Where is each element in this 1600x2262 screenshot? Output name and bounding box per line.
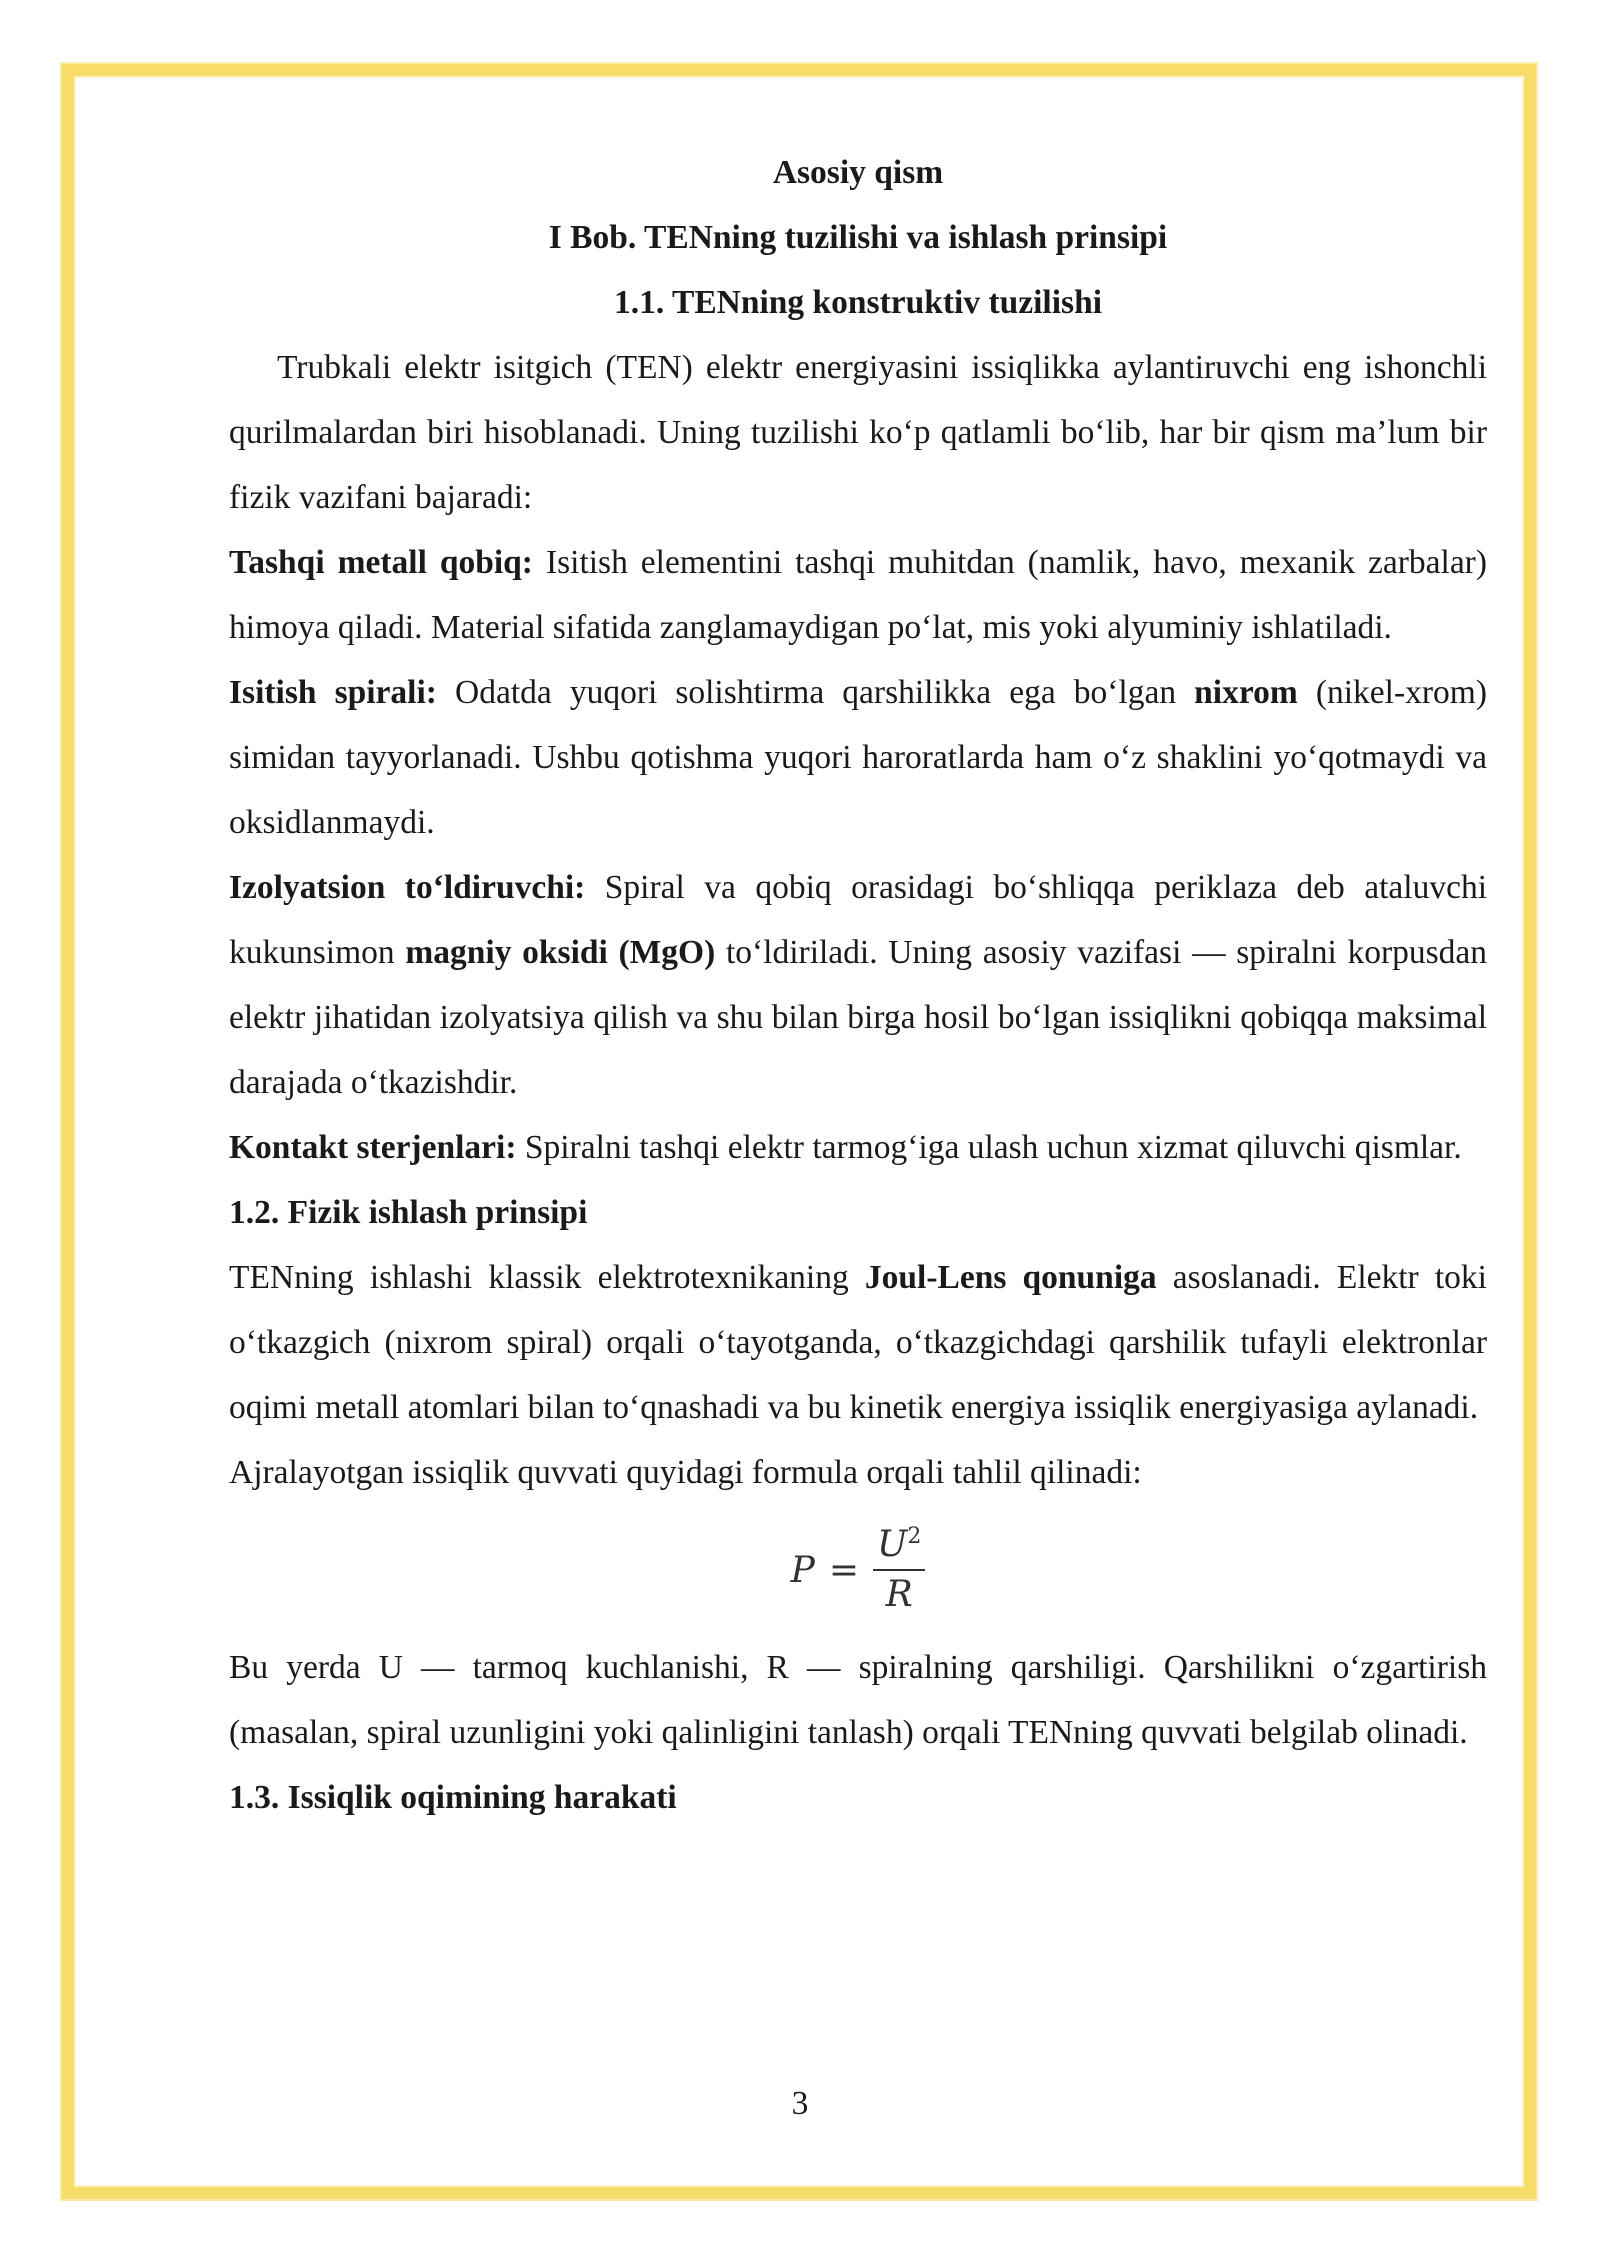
text-heating-spiral-a: Odatda yuqori solishtirma qarshilikka ega bo‘lgan	[436, 674, 1195, 711]
text-heating-spiral-b: (nikel-xrom) simidan tayyorlanadi. Ushbu qotishma yuqori haroratlarda ham o‘z shaklini yo‘qotmaydi va oksidlanmaydi.	[229, 674, 1487, 841]
bold-joule-lenz-law: Joul-Lens qonuniga	[864, 1259, 1157, 1296]
formula-numerator	[873, 1525, 925, 1571]
power-formula	[229, 1505, 1487, 1635]
section-title: Asosiy qism	[772, 154, 944, 191]
paragraph-formula-intro: Ajralayotgan issiqlik quvvati quyidagi formula orqali tahlil qilinadi:	[229, 1454, 1142, 1491]
page-number: 3	[791, 2085, 809, 2122]
bold-nichrome: nixrom	[1194, 674, 1298, 711]
text-filler-b: to‘ldiriladi. Uning asosiy vazifasi — spiralni korpusdan elektr jihatidan izolyatsiya qilish va shu bilan birga hosil bo‘lgan issiqlikni qobiqqa maksimal darajada o‘tkazishdir.	[229, 934, 1488, 1101]
subsection-title-1-2: 1.2. Fizik ishlash prinsipi	[229, 1194, 588, 1231]
subsection-title-1-1: 1.1. TENning konstruktiv tuzilishi	[613, 284, 1103, 321]
term-insulating-filler: Izolyatsion to‘ldiruvchi:	[229, 869, 586, 906]
subsection-title-1-3: 1.3. Issiqlik oqimining harakati	[229, 1779, 677, 1816]
intro-paragraph: Trubkali elektr isitgich (TEN) elektr energiyasini issiqlikka aylantiruvchi eng ishonchli qurilmalardan biri hisoblanadi. Uning tuzilishi ko‘p qatlamli bo‘lib, har bir qism ma’lum bir fizik vazifani bajaradi:	[229, 349, 1487, 516]
text-contact-rods: Spiralni tashqi elektr tarmog‘iga ulash uchun xizmat qiluvchi qismlar.	[516, 1129, 1462, 1166]
paragraph-formula-explanation: Bu yerda U — tarmoq kuchlanishi, R — spiralning qarshiligi. Qarshilikni o‘zgartirish (masalan, spiral uzunligini yoki qalinligini tanlash) orqali TENning quvvati belgilab olinadi.	[229, 1649, 1487, 1751]
formula-equals: =	[828, 1549, 860, 1591]
term-contact-rods: Kontakt sterjenlari:	[229, 1129, 517, 1166]
text-joule-a: TENning ishlashi klassik elektrotexnikaning	[229, 1259, 865, 1296]
paragraph-joule-lenz	[229, 1245, 1487, 1440]
numerator-exponent: 2	[907, 1524, 922, 1550]
text-joule-b: asoslanadi. Elektr toki o‘tkazgich (nixrom spiral) orqali o‘tayotganda, o‘tkazgichdagi qarshilik tufayli elektronlar oqimi metall atomlari bilan to‘qnashadi va bu kinetik energiya issiqlik energiyasiga aylanadi.	[229, 1259, 1487, 1426]
paragraph-outer-shell	[229, 530, 1487, 660]
paragraph-heating-spiral	[229, 660, 1487, 855]
paragraph-contact-rods	[229, 1115, 1487, 1180]
text-filler-a: Spiral va qobiq orasidagi bo‘shliqqa periklaza deb ataluvchi kukunsimon	[229, 869, 1488, 971]
formula-denominator: R	[885, 1574, 913, 1615]
formula-fraction	[873, 1525, 925, 1614]
document-body	[229, 140, 1487, 1830]
chapter-title: I Bob. TENning tuzilishi va ishlash prinsipi	[548, 219, 1168, 256]
paragraph-insulating-filler	[229, 855, 1487, 1115]
term-outer-shell: Tashqi metall qobiq:	[229, 544, 533, 581]
bold-magnesium-oxide: magniy oksidi (MgO)	[405, 934, 716, 971]
text-outer-shell: Isitish elementini tashqi muhitdan (namlik, havo, mexanik zarbalar) himoya qiladi. Material sifatida zanglamaydigan po‘lat, mis yoki alyuminiy ishlatiladi.	[229, 544, 1487, 646]
term-heating-spiral: Isitish spirali:	[229, 674, 437, 711]
formula-lhs: P	[790, 1549, 815, 1591]
numerator-symbol: U	[877, 1524, 908, 1566]
